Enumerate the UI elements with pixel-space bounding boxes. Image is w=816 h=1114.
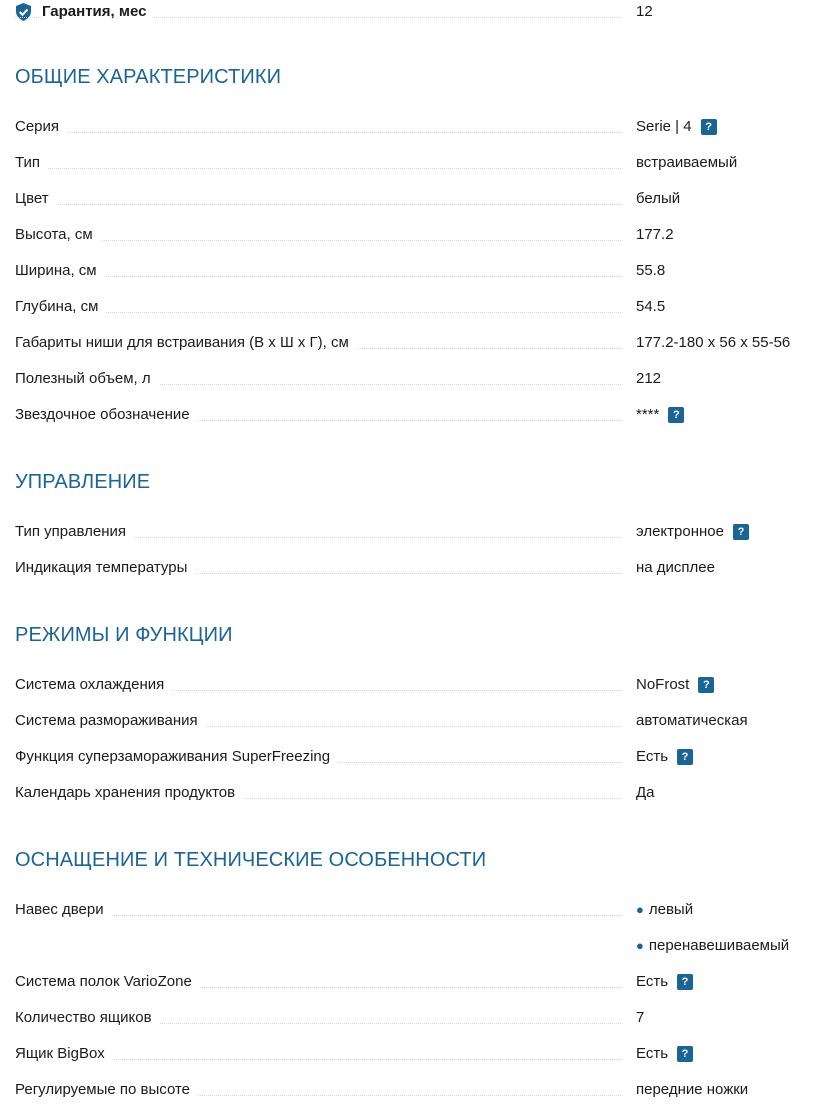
spec-row-warranty [15,0,816,24]
spec-label: Ширина, см [15,262,105,280]
spec-label-wrap [15,673,621,697]
spec-label: Полезный объем, л [15,370,159,388]
spec-row-bigbox [15,1042,816,1066]
spec-value: левый [648,901,694,918]
spec-label-wrap [15,745,621,769]
spec-value: 177.2-180 х 56 х 55-56 [636,334,791,351]
spec-label-wrap [15,367,621,391]
spec-row-temperature-indication [15,556,816,580]
spec-value: перенавешиваемый [648,937,790,954]
spec-row-niche-dimensions [15,331,816,355]
spec-value: Да [636,784,655,801]
spec-value: 7 [636,1009,645,1026]
help-icon[interactable]: ? [668,407,684,423]
spec-label: Индикация температуры [15,559,195,577]
spec-label-wrap [15,709,621,733]
spec-row-superfreezing [15,745,816,769]
spec-label-wrap [15,295,621,319]
dotted-leader [15,204,621,205]
spec-label-wrap [15,1042,621,1066]
spec-label: Функция суперзамораживания SuperFreezing [15,748,338,766]
spec-label: Ящик BigBox [15,1045,113,1063]
spec-value: автоматическая [636,712,748,729]
spec-value-wrap [636,406,684,424]
spec-value: Есть [636,973,669,990]
spec-label: Система полок VarioZone [15,973,200,991]
spec-row-type [15,151,816,175]
section-title-equipment: ОСНАЩЕНИЕ И ТЕХНИЧЕСКИЕ ОСОБЕННОСТИ [15,849,487,871]
spec-value-wrap [636,118,717,136]
spec-value-wrap [636,523,749,541]
help-icon[interactable]: ? [677,749,693,765]
spec-label: Навес двери [15,901,112,919]
spec-value: **** [636,406,660,423]
spec-value: Есть [636,1045,669,1062]
spec-value: Serie | 4 [636,118,692,135]
spec-label-wrap [15,259,621,283]
spec-label: Гарантия, мес [42,3,154,21]
spec-label-wrap [15,1078,621,1102]
section-title-control: УПРАВЛЕНИЕ [15,471,151,493]
help-icon[interactable]: ? [701,119,717,135]
spec-label: Высота, см [15,226,101,244]
spec-label: Цвет [15,190,57,208]
spec-label-wrap [15,223,621,247]
spec-row-volume [15,367,816,391]
section-title-modes: РЕЖИМЫ И ФУНКЦИИ [15,624,233,646]
help-icon[interactable]: ? [733,524,749,540]
spec-value: 212 [636,370,662,387]
spec-label: Звездочное обозначение [15,406,198,424]
spec-row-door-hinge [15,898,816,922]
spec-row-star-rating [15,403,816,427]
spec-label-wrap [15,520,621,544]
spec-value: электронное [636,523,724,540]
dotted-leader [15,240,621,241]
help-icon[interactable]: ? [677,1046,693,1062]
spec-row-height-adjustable [15,1078,816,1102]
spec-label: Система размораживания [15,712,206,730]
spec-value: 12 [636,3,653,20]
spec-label-wrap [15,1006,621,1030]
spec-label: Тип управления [15,523,134,541]
help-icon[interactable]: ? [677,974,693,990]
spec-value: 177.2 [636,226,674,243]
spec-value: Есть [636,748,669,765]
spec-label: Тип [15,154,48,172]
spec-label-wrap [15,115,621,139]
spec-label-wrap [15,331,621,355]
spec-row-door-hinge-continued [15,934,816,958]
spec-label-wrap [15,781,621,805]
spec-row-cooling-system [15,673,816,697]
help-icon[interactable]: ? [698,677,714,693]
spec-label-wrap [15,151,621,175]
spec-row-series [15,115,816,139]
spec-label: Серия [15,118,67,136]
spec-row-color [15,187,816,211]
bullet-icon: ● [636,938,644,953]
spec-value-wrap [636,1045,693,1063]
section-title-general: ОБЩИЕ ХАРАКТЕРИСТИКИ [15,66,282,88]
spec-value: передние ножки [636,1081,749,1098]
spec-label: Габариты ниши для встраивания (В х Ш х Г), см [15,334,357,352]
spec-value-wrap [636,676,714,694]
spec-value-wrap [636,973,693,991]
spec-row-width [15,259,816,283]
spec-row-variozone [15,970,816,994]
spec-row-control-type [15,520,816,544]
spec-value-wrap [636,901,693,919]
bullet-icon: ● [636,902,644,917]
spec-value: белый [636,190,681,207]
spec-row-depth [15,295,816,319]
spec-value-wrap [636,748,693,766]
spec-row-drawer-count [15,1006,816,1030]
spec-value: встраиваемый [636,154,738,171]
spec-label-wrap [15,970,621,994]
spec-label-wrap [15,403,621,427]
spec-value-wrap [636,937,789,955]
dotted-leader [15,168,621,169]
spec-label: Регулируемые по высоте [15,1081,198,1099]
spec-value: 55.8 [636,262,666,279]
dotted-leader [15,132,621,133]
spec-value: NoFrost [636,676,690,693]
spec-row-food-calendar [15,781,816,805]
spec-label: Система охлаждения [15,676,172,694]
spec-label-wrap [15,187,621,211]
spec-label-wrap [15,0,621,24]
spec-value: на дисплее [636,559,715,576]
spec-row-defrost-system [15,709,816,733]
spec-value: 54.5 [636,298,666,315]
spec-row-height [15,223,816,247]
spec-label-wrap [15,556,621,580]
dotted-leader [15,276,621,277]
spec-label: Календарь хранения продуктов [15,784,243,802]
spec-label: Количество ящиков [15,1009,160,1027]
spec-label: Глубина, см [15,298,106,316]
spec-label-wrap [15,898,621,922]
